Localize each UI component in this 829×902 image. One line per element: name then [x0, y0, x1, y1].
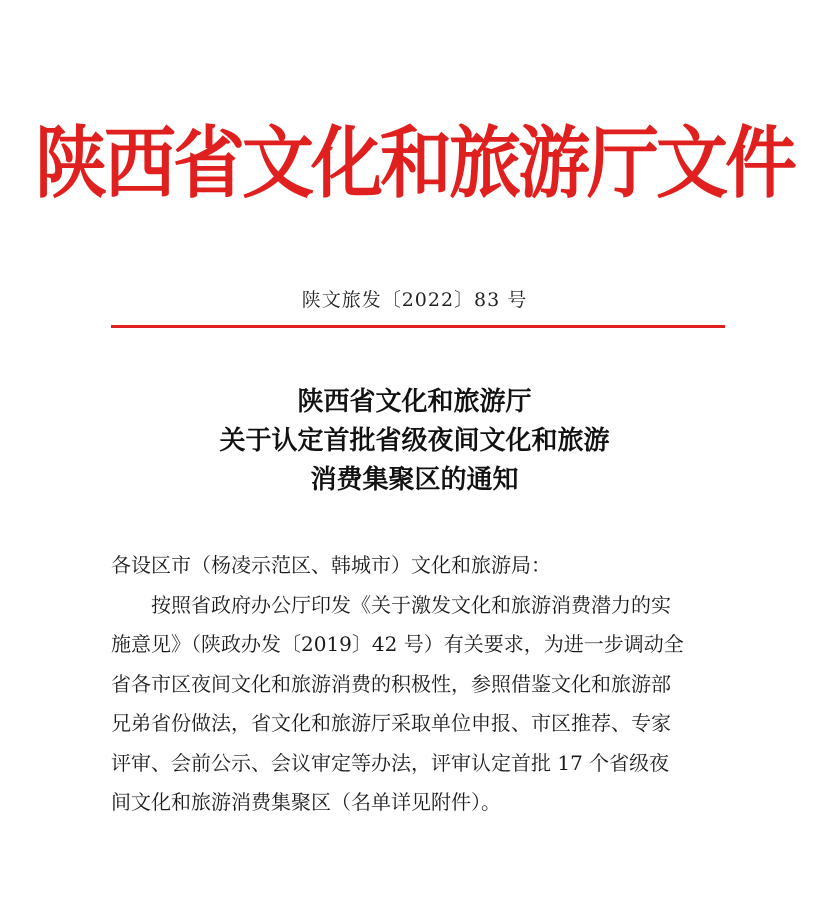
red-divider-line [111, 325, 725, 328]
body-line: 兄弟省份做法，省文化和旅游厅采取单位申报、市区推荐、专家 [111, 711, 671, 735]
document-masthead: 陕西省文化和旅游厅文件 [34, 116, 794, 209]
title-line-2: 关于认定首批省级夜间文化和旅游 [219, 426, 610, 456]
body-line: 施意见》（陕政办发〔2019〕42 号）有关要求，为进一步调动全 [111, 632, 684, 656]
title-line-1: 陕西省文化和旅游厅 [297, 387, 532, 417]
body-line: 省各市区夜间文化和旅游消费的积极性，参照借鉴文化和旅游部 [111, 671, 671, 696]
title-line-3: 消费集聚区的通知 [310, 465, 519, 495]
notice-body [111, 546, 731, 823]
notice-title [0, 383, 829, 500]
document-number: 陕文旅发〔2022〕83 号 [301, 289, 528, 311]
body-line: 评审、会前公示、会议审定等办法，评审认定首批 17 个省级夜 [111, 750, 670, 775]
body-line: 按照省政府办公厅印发《关于激发文化和旅游消费潜力的实 [151, 592, 671, 617]
body-line: 间文化和旅游消费集聚区（名单详见附件）。 [111, 790, 501, 814]
salutation: 各设区市（杨凌示范区、韩城市）文化和旅游局： [111, 553, 551, 577]
